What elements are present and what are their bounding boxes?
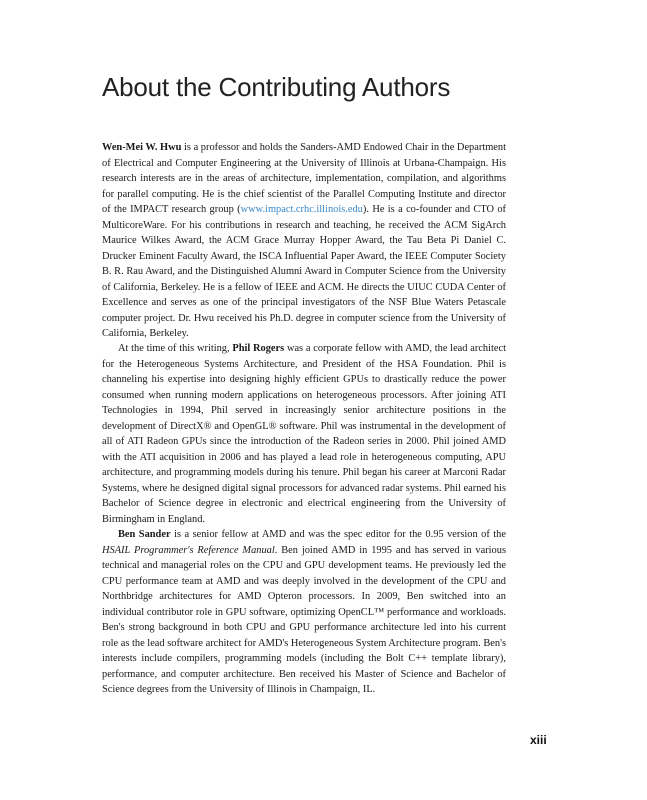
bio-text: At the time of this writing, — [118, 343, 233, 354]
author-name-rogers: Phil Rogers — [232, 343, 285, 354]
page-number: xiii — [530, 733, 547, 747]
bio-text: is a professor and holds the Sanders-AMD Endowed Chair in the Department of Electrical and Computer Engineering at the University of Illinois at Urbana-Champaign. His research interests are in the areas of architecture, implementation, compilation, and algorithms for parallel computing. He is the chief scientist of the Parallel Computing Institute and director of the IMPACT research group ( — [102, 142, 506, 215]
bio-paragraph-hwu — [102, 140, 506, 342]
bio-text: was a corporate fellow with AMD, the lead architect for the Heterogeneous Systems Architecture, and President of the HSA Foundation. Phil is channeling his expertise into designing highly efficient GPUs to drastically reduce the power consumed when running modern applications on heterogeneous processors. After joining ATI Technologies in 1994, Phil served in increasingly senior architecture positions in the development of DirectX® and OpenGL® software. Phil was instrumental in the development of all of ATI Radeon GPUs since the introduction of the Radeon series in 2000. Phil joined AMD with the ATI acquisition in 2006 and has played a lead role in heterogeneous computing, APU architecture, and programming models during his tenure. Phil began his career at Marconi Radar Systems, where he designed digital signal processors for advanced radar systems. Phil earned his Bachelor of Science degree in electronic and electrical engineering from the University of Birmingham in England. — [102, 343, 507, 525]
impact-link[interactable]: www.impact.crhc.illinois.edu — [240, 204, 363, 215]
page-title: About the Contributing Authors — [102, 72, 451, 102]
bio-paragraph-sander — [102, 527, 506, 698]
bio-text: . Ben joined AMD in 1995 and has served in various technical and managerial roles on the CPU and GPU development teams. He previously led the CPU performance team at AMD and was deeply involved in the development of the CPU and Northbridge architectures for AMD Opteron processors. In 2009, Ben switched into an individual contributor role in GPU software, optimizing OpenCL™ performance and workloads. Ben's strong background in both CPU and GPU performance architecture led into his current role as the lead software architect for AMD's Heterogeneous System Architecture program. Ben's interests include compilers, programming models (including the Bolt C++ template library), performance, and computer architecture. Ben received his Master of Science and Bachelor of Science degrees from the University of Illinois in Champaign, IL. — [102, 544, 506, 695]
bio-text: ). He is a co-founder and CTO of MulticoreWare. For his contributions in research and teaching, he received the ACM SigArch Maurice Wilkes Award, the ACM Grace Murray Hopper Award, the Tau Beta Pi Daniel C. Drucker Eminent Faculty Award, the ISCA Influential Paper Award, the IEEE Computer Society B. R. Rau Award, and the Distinguished Alumni Award in Computer Science from the University of California, Berkeley. He is a fellow of IEEE and ACM. He directs the UIUC CUDA Center of Excellence and serves as one of the principal investigators of the NSF Blue Waters Petascale computer project. Dr. Hwu received his Ph.D. degree in computer science from the University of California, Berkeley. — [102, 204, 507, 339]
manual-title: HSAIL Programmer's Reference Manual — [102, 544, 275, 556]
author-name-sander: Ben Sander — [118, 529, 171, 540]
bio-text: is a senior fellow at AMD and was the spec editor for the 0.95 version of the — [170, 529, 506, 540]
author-name-hwu: Wen-Mei W. Hwu — [102, 142, 182, 153]
bio-paragraph-rogers — [102, 341, 506, 527]
